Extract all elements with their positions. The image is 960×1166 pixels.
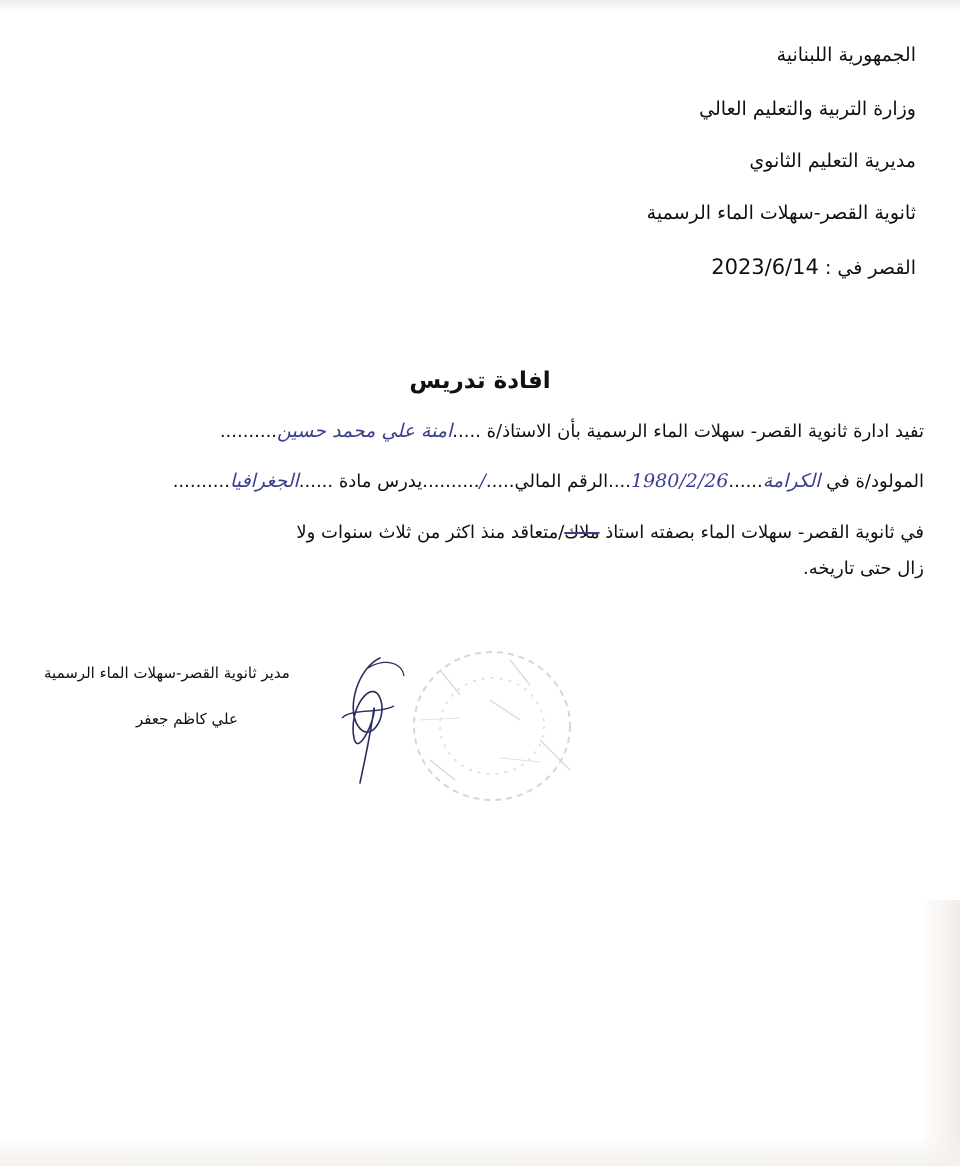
body-line-2	[173, 470, 924, 492]
fill-dots: ....	[608, 471, 631, 492]
financial-number-label: الرقم المالي.....	[485, 471, 609, 492]
fill-dots: ..........	[219, 421, 278, 442]
header-directorate: مديرية التعليم الثانوي	[749, 150, 916, 172]
fill-dots: ......	[728, 471, 763, 492]
header-ministry: وزارة التربية والتعليم العالي	[699, 98, 916, 120]
struck-out-word: ملاك	[564, 522, 600, 543]
handwritten-birth-place: الكرامة	[762, 470, 821, 492]
body-line-4: زال حتى تاريخه.	[803, 558, 924, 579]
handwritten-financial-number: /	[479, 470, 486, 492]
signatory-title: مدير ثانوية القصر-سهلات الماء الرسمية	[44, 664, 290, 682]
handwritten-signature	[318, 648, 408, 788]
header-republic: الجمهورية اللبنانية	[776, 44, 916, 66]
handwritten-birth-date: 1980/2/26	[630, 470, 729, 492]
signatory-name: علي كاظم جعفر	[136, 710, 238, 728]
fill-dots: ..........	[422, 471, 480, 492]
document-title: افادة تدريس	[409, 368, 551, 394]
handwritten-teacher-name: امنة علي محمد حسين	[277, 420, 453, 442]
teacher-intro-text: تفيد ادارة ثانوية القصر- سهلات الماء الرسمية بأن الاستاذ/ة .....	[452, 421, 924, 442]
status-text: في ثانوية القصر- سهلات الماء بصفته استاذ	[605, 522, 924, 543]
scan-shadow-right	[920, 900, 960, 1166]
body-line-3	[296, 522, 924, 543]
scan-shadow-bottom	[0, 1136, 960, 1166]
date-value: 2023/6/14	[711, 255, 819, 279]
header-date-line	[711, 255, 916, 279]
fill-dots: ..........	[172, 471, 230, 492]
born-label: المولود/ة في	[826, 471, 924, 492]
header-school: ثانوية القصر-سهلات الماء الرسمية	[646, 202, 916, 224]
scan-shadow-top	[0, 0, 960, 12]
official-stamp-seal	[400, 640, 580, 810]
body-line-1	[220, 420, 924, 442]
teaches-subject-label: يدرس مادة ......	[298, 471, 423, 492]
status-text-continued: /متعاقد منذ اكثر من ثلاث سنوات ولا	[296, 522, 565, 543]
date-label: القصر في :	[824, 257, 916, 279]
handwritten-subject: الجغرافيا	[229, 470, 299, 492]
